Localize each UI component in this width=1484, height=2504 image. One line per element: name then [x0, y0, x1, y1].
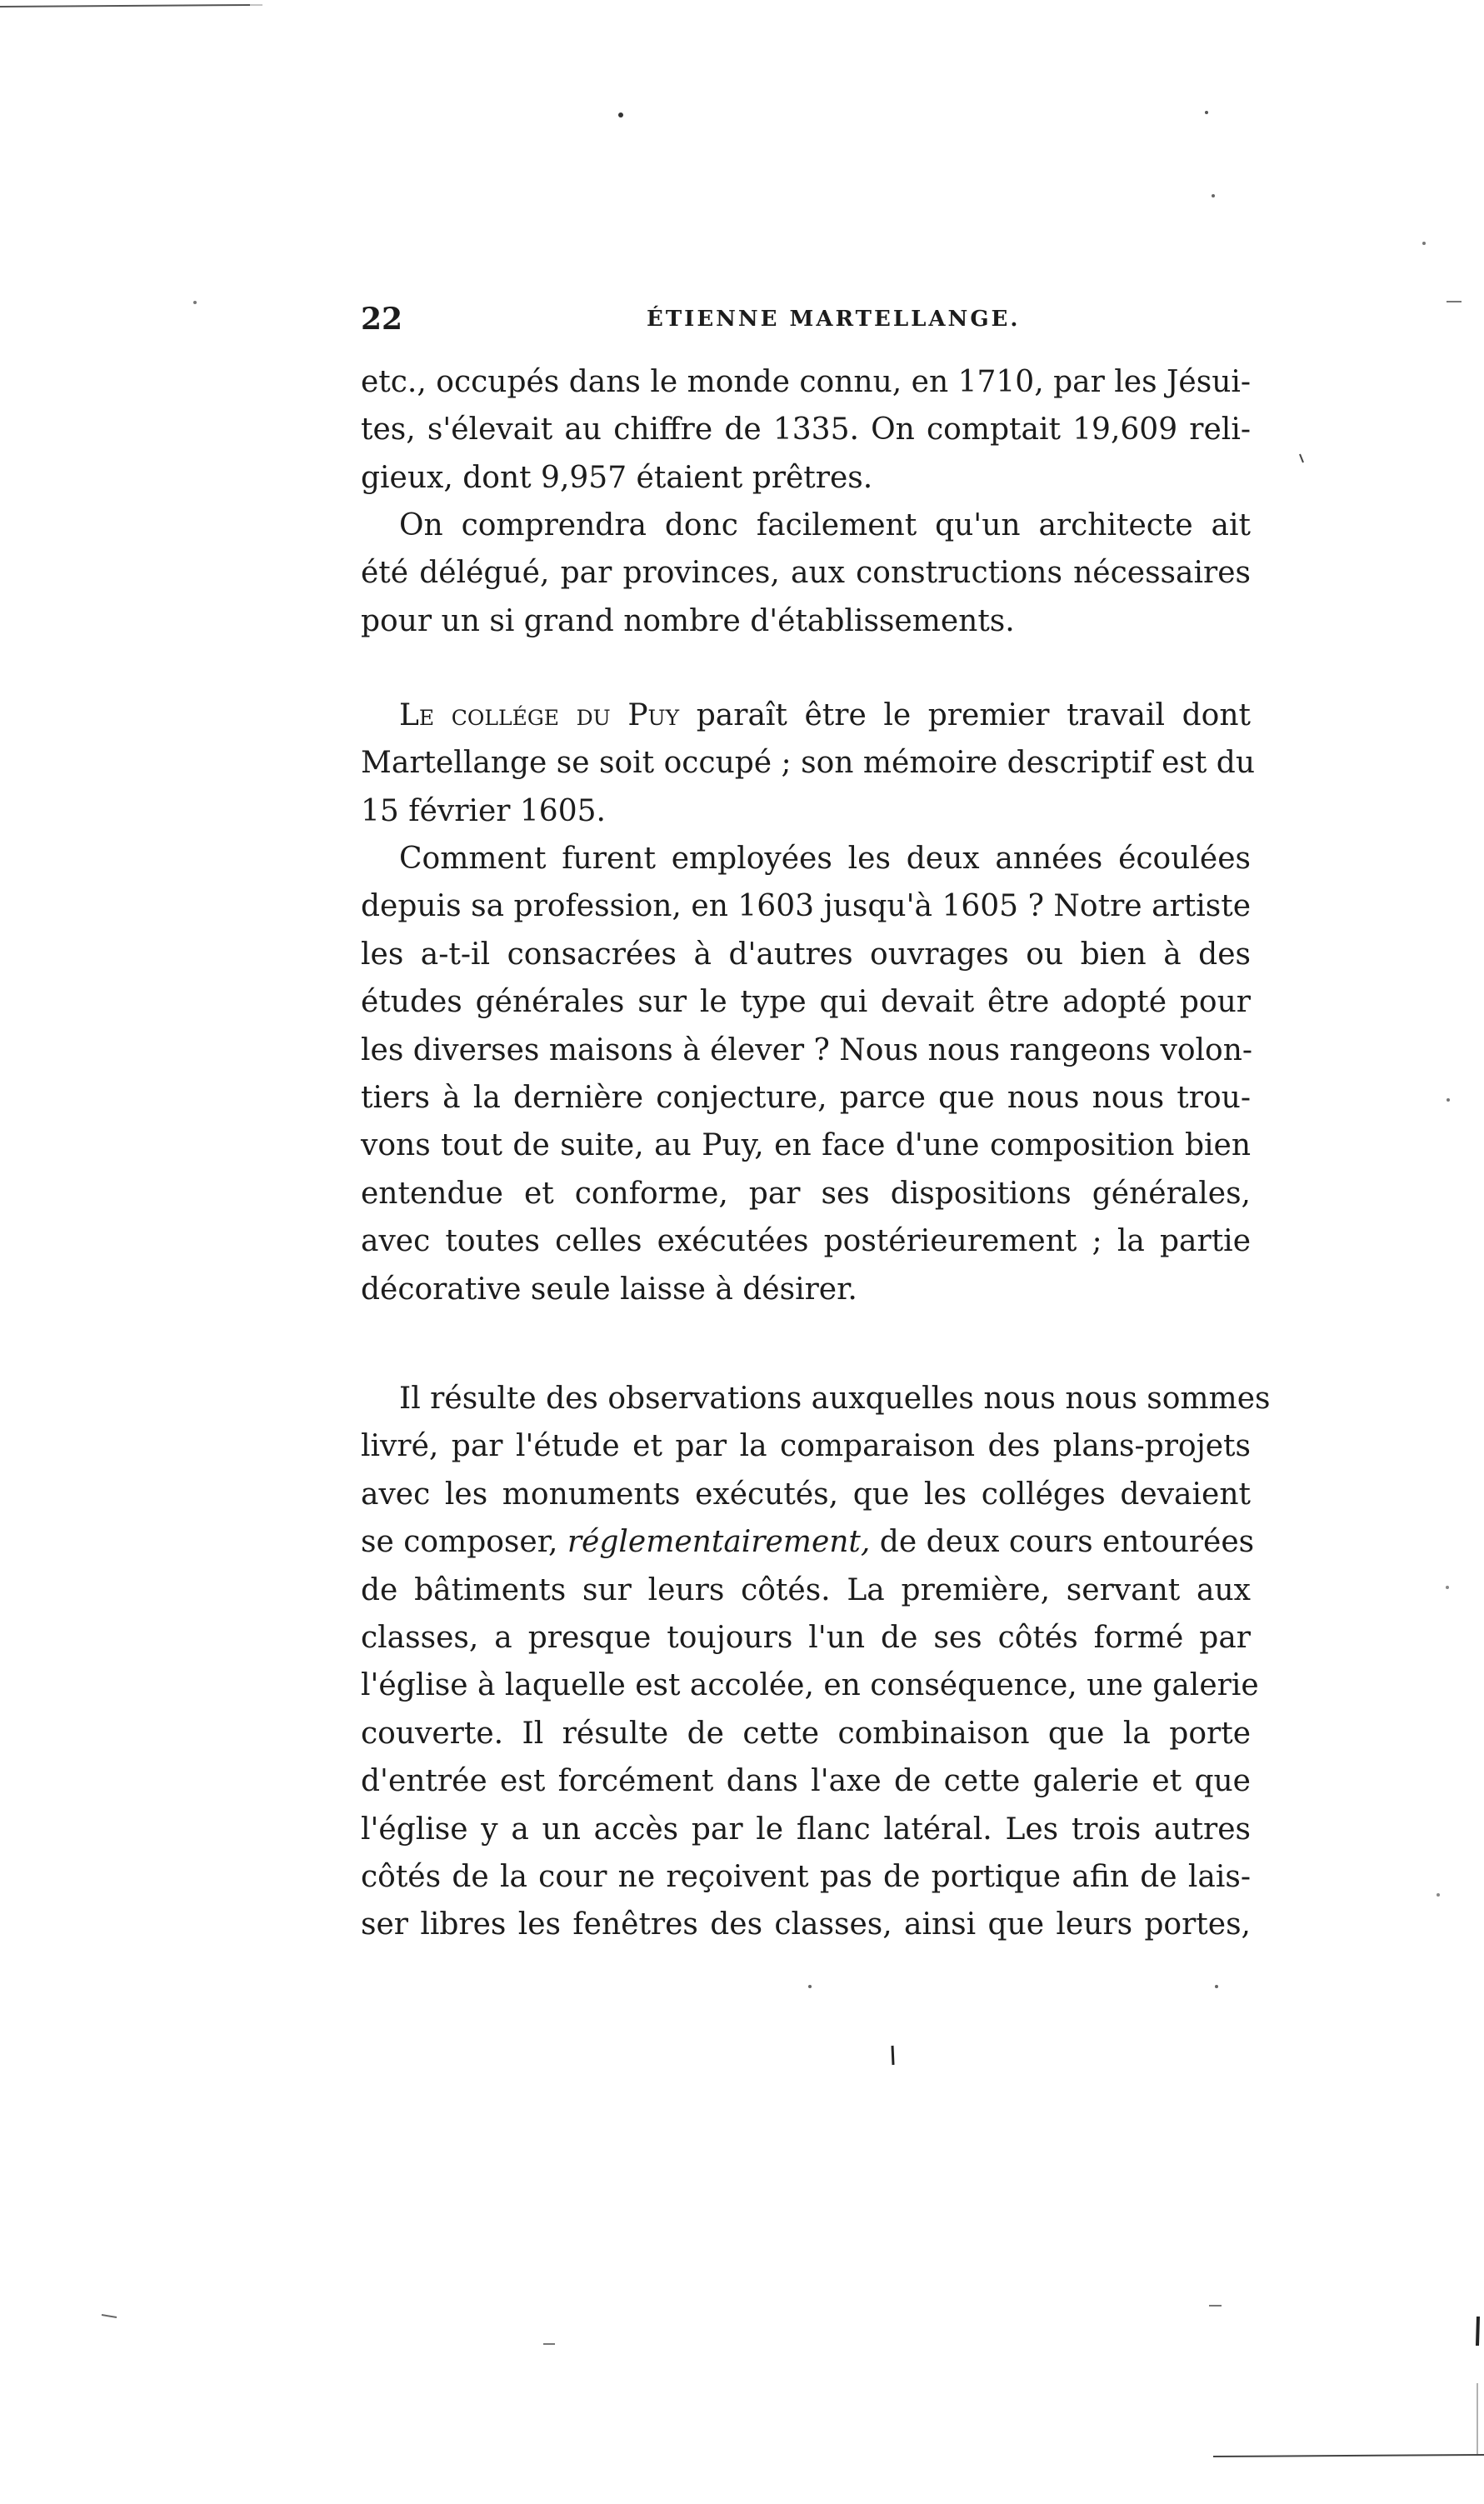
text-line: On comprendra donc facilement qu'un architecte ait: [399, 508, 1251, 542]
paragraph-2: [361, 502, 1251, 645]
text-line: avec les monuments exécutés, que les colléges devaient: [361, 1477, 1251, 1512]
text-run: de deux cours entourées: [870, 1525, 1255, 1560]
text-line: études générales sur le type qui devait être adopté pour: [361, 985, 1251, 1020]
text-line: de bâtiments sur leurs côtés. La première, servant aux: [361, 1572, 1251, 1607]
text-line: classes, a presque toujours l'un de ses côtés formé par: [361, 1620, 1251, 1655]
text-line: avec toutes celles exécutées postérieurement ; la partie: [361, 1224, 1251, 1259]
text-line: l'église à laquelle est accolée, en conséquence, une galerie: [361, 1668, 1259, 1703]
text-line: Il résulte des observations auxquelles nous nous sommes: [399, 1382, 1271, 1416]
text-line: entendue et conforme, par ses dispositions générales,: [361, 1176, 1251, 1211]
text-line: pour un si grand nombre d'établissements.: [361, 603, 1015, 638]
text-line: vons tout de suite, au Puy, en face d'une composition bien: [361, 1128, 1251, 1163]
text-line: livré, par l'étude et par la comparaison des plans-projets: [361, 1429, 1251, 1464]
paragraph-4: [361, 835, 1251, 1313]
text-line: tes, s'élevait au chiffre de 1335. On comptait 19,609 reli-: [361, 412, 1251, 447]
text-line: tiers à la dernière conjecture, parce que nous nous trou-: [361, 1080, 1251, 1115]
text-line: les a-t-il consacrées à d'autres ouvrages ou bien à des: [361, 937, 1251, 972]
text-line: [361, 1518, 1255, 1566]
page-number: 22: [361, 302, 403, 337]
text-line: couverte. Il résulte de cette combinaison que la porte: [361, 1716, 1251, 1751]
paragraph-3: [361, 692, 1256, 835]
paragraph-5: [361, 1375, 1271, 1949]
text-line: 15 février 1605.: [361, 793, 606, 828]
text-run: paraît être le premier travail dont: [679, 698, 1251, 732]
text-line: l'église y a un accès par le flanc latéral. Les trois autres: [361, 1812, 1251, 1847]
text-run: se composer,: [361, 1525, 567, 1560]
text-line: [361, 692, 1251, 739]
text-line: été délégué, par provinces, aux constructions nécessaires: [361, 556, 1251, 591]
text-line: Martellange se soit occupé ; son mémoire descriptif est du: [361, 746, 1256, 781]
small-caps-lead: Le collége du Puy: [399, 698, 680, 732]
running-head: ÉTIENNE MARTELLANGE.: [647, 307, 1021, 332]
text-line: décorative seule laisse à désirer.: [361, 1272, 857, 1307]
paragraph-1: [361, 358, 1251, 502]
page-header: [361, 302, 1252, 343]
text-line: gieux, dont 9,957 étaient prêtres.: [361, 460, 873, 495]
text-line: côtés de la cour ne reçoivent pas de portique afin de lais-: [361, 1859, 1251, 1894]
italic-word: réglementairement,: [567, 1525, 871, 1560]
text-line: Comment furent employées les deux années écoulées: [399, 842, 1251, 876]
text-line: depuis sa profession, en 1603 jusqu'à 1605 ? Notre artiste: [361, 889, 1251, 924]
text-line: etc., occupés dans le monde connu, en 1710, par les Jésui-: [361, 365, 1252, 399]
text-line: d'entrée est forcément dans l'axe de cette galerie et que: [361, 1764, 1251, 1799]
text-line: les diverses maisons à élever ? Nous nous rangeons volon-: [361, 1032, 1253, 1067]
text-line: ser libres les fenêtres des classes, ainsi que leurs portes,: [361, 1907, 1251, 1942]
